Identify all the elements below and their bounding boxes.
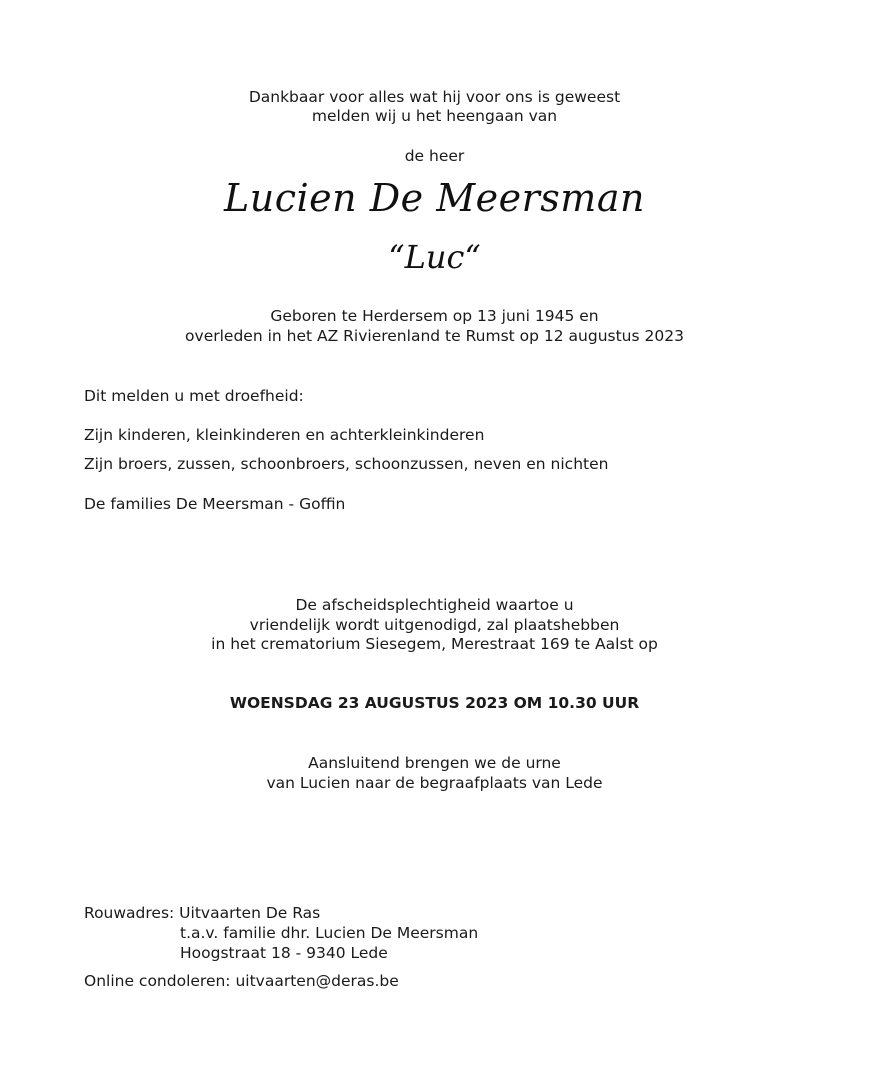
intro-line-1: Dankbaar voor alles wat hij voor ons is geweest <box>248 88 621 106</box>
family-line-3: De families De Meersman - Goffin <box>84 495 346 513</box>
family-line-2: Zijn broers, zussen, schoonbroers, schoonzussen, neven en nichten <box>84 455 609 473</box>
ceremony-datetime: WOENSDAG 23 AUGUSTUS 2023 OM 10.30 UUR <box>229 694 640 712</box>
title-line: de heer <box>404 147 465 165</box>
death-line: overleden in het AZ Rivierenland te Rumst op 12 augustus 2023 <box>185 327 684 345</box>
announcement-heading: Dit melden u met droefheid: <box>84 387 304 405</box>
address-line-3: Hoogstraat 18 - 9340 Lede <box>180 944 388 962</box>
intro-line-2: melden wij u het heengaan van <box>311 107 558 125</box>
deceased-nickname: “Luc“ <box>388 238 481 276</box>
ceremony-line-2: vriendelijk wordt uitgenodigd, zal plaatshebben <box>249 616 620 634</box>
after-line-2: van Lucien naar de begraafplaats van Lede <box>266 774 603 792</box>
address-label: Rouwadres: Uitvaarten De Ras <box>84 904 321 922</box>
ceremony-line-1: De afscheidsplechtigheid waartoe u <box>295 596 574 614</box>
ceremony-line-3: in het crematorium Siesegem, Merestraat 169 te Aalst op <box>211 635 658 653</box>
after-line-1: Aansluitend brengen we de urne <box>308 754 561 772</box>
online-condolence: Online condoleren: uitvaarten@deras.be <box>84 972 399 990</box>
deceased-name: Lucien De Meersman <box>224 176 645 220</box>
birth-line: Geboren te Herdersem op 13 juni 1945 en <box>270 307 599 325</box>
address-line-2: t.a.v. familie dhr. Lucien De Meersman <box>180 924 479 942</box>
family-line-1: Zijn kinderen, kleinkinderen en achterkleinkinderen <box>84 426 485 444</box>
